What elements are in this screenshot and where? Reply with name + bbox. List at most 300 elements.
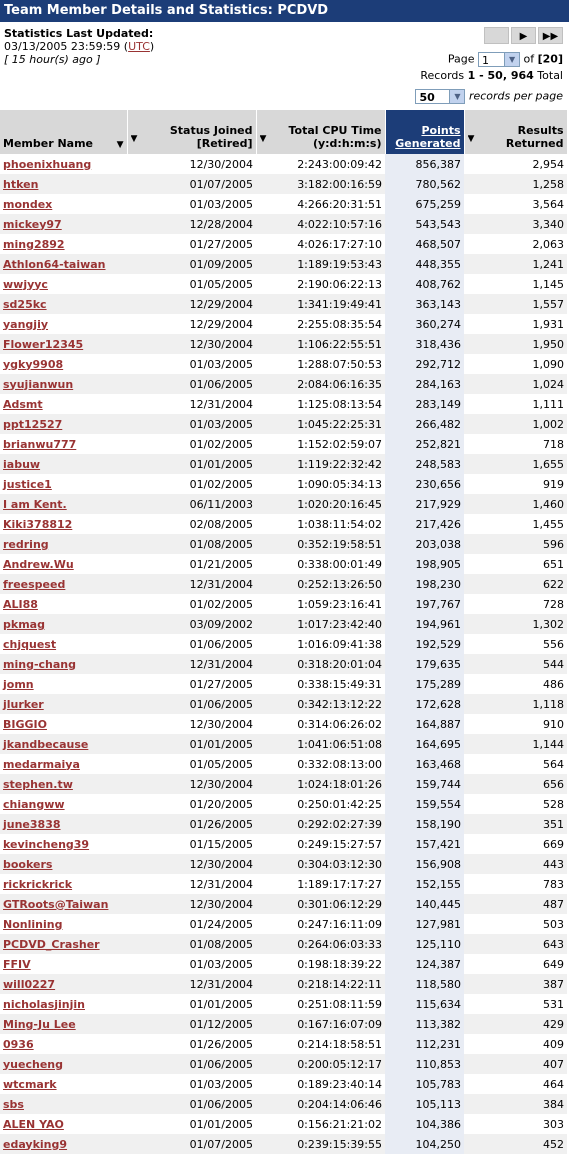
joined-date-cell: 01/07/2005 bbox=[127, 174, 256, 194]
cpu-time-cell: 4:022:10:57:16 bbox=[256, 214, 385, 234]
points-cell: 284,163 bbox=[385, 374, 464, 394]
table-row bbox=[0, 874, 567, 894]
table-row bbox=[0, 734, 567, 754]
joined-date-cell: 01/27/2005 bbox=[127, 674, 256, 694]
joined-date-cell: 12/30/2004 bbox=[127, 774, 256, 794]
member-link[interactable]: 0936 bbox=[3, 1037, 34, 1051]
cpu-time-cell: 4:026:17:27:10 bbox=[256, 234, 385, 254]
sort-down-icon[interactable]: ▼ bbox=[116, 140, 124, 150]
cpu-time-cell: 1:038:11:54:02 bbox=[256, 514, 385, 534]
results-cell: 649 bbox=[464, 954, 567, 974]
next-page-button[interactable]: ▶ bbox=[511, 27, 536, 44]
table-row bbox=[0, 1094, 567, 1114]
member-link[interactable]: nicholasjinjin bbox=[3, 997, 85, 1011]
cpu-time-cell: 2:243:00:09:42 bbox=[256, 154, 385, 174]
member-link[interactable]: chjquest bbox=[3, 637, 57, 651]
results-cell: 3,564 bbox=[464, 194, 567, 214]
member-name-cell bbox=[0, 934, 127, 954]
cpu-time-cell: 0:204:14:06:46 bbox=[256, 1094, 385, 1114]
cpu-time-cell: 0:292:02:27:39 bbox=[256, 814, 385, 834]
member-link[interactable]: ygky9908 bbox=[3, 357, 64, 371]
joined-date-cell: 01/06/2005 bbox=[127, 694, 256, 714]
member-link[interactable]: june3838 bbox=[3, 817, 61, 831]
member-name-cell bbox=[0, 414, 127, 434]
joined-date-cell: 02/08/2005 bbox=[127, 514, 256, 534]
sort-down-icon[interactable]: ▼ bbox=[130, 133, 138, 144]
member-name-cell bbox=[0, 794, 127, 814]
cpu-time-cell: 0:338:00:01:49 bbox=[256, 554, 385, 574]
member-link[interactable]: will0227 bbox=[3, 977, 56, 991]
cpu-time-cell: 2:255:08:35:54 bbox=[256, 314, 385, 334]
member-link[interactable]: ppt12527 bbox=[3, 417, 63, 431]
table-row bbox=[0, 634, 567, 654]
results-cell: 596 bbox=[464, 534, 567, 554]
joined-date-cell: 01/24/2005 bbox=[127, 914, 256, 934]
points-cell: 113,382 bbox=[385, 1014, 464, 1034]
points-cell: 152,155 bbox=[385, 874, 464, 894]
member-name-cell bbox=[0, 834, 127, 854]
cpu-time-cell: 0:252:13:26:50 bbox=[256, 574, 385, 594]
cpu-time-cell: 0:332:08:13:00 bbox=[256, 754, 385, 774]
table-row bbox=[0, 1014, 567, 1034]
member-link[interactable]: Andrew.Wu bbox=[3, 557, 74, 571]
table-row bbox=[0, 474, 567, 494]
results-cell: 1,144 bbox=[464, 734, 567, 754]
cpu-time-cell: 0:314:06:26:02 bbox=[256, 714, 385, 734]
results-cell: 1,024 bbox=[464, 374, 567, 394]
results-cell: 464 bbox=[464, 1074, 567, 1094]
member-link[interactable]: justice1 bbox=[3, 477, 52, 491]
results-cell: 303 bbox=[464, 1114, 567, 1134]
points-cell: 198,905 bbox=[385, 554, 464, 574]
points-cell: 203,038 bbox=[385, 534, 464, 554]
member-name-cell bbox=[0, 674, 127, 694]
joined-date-cell: 12/31/2004 bbox=[127, 874, 256, 894]
cpu-time-cell: 1:152:02:59:07 bbox=[256, 434, 385, 454]
member-name-cell bbox=[0, 454, 127, 474]
col-status-label: Status Joined [Retired] bbox=[169, 124, 253, 150]
member-name-cell bbox=[0, 894, 127, 914]
col-cpu-time[interactable] bbox=[256, 110, 385, 154]
member-name-cell bbox=[0, 534, 127, 554]
member-link[interactable]: yuecheng bbox=[3, 1057, 63, 1071]
member-name-cell bbox=[0, 874, 127, 894]
table-row bbox=[0, 1114, 567, 1134]
table-row bbox=[0, 154, 567, 174]
results-cell: 1,557 bbox=[464, 294, 567, 314]
chevron-down-icon: ▼ bbox=[449, 90, 464, 103]
joined-date-cell: 01/06/2005 bbox=[127, 1054, 256, 1074]
results-cell: 1,950 bbox=[464, 334, 567, 354]
table-row bbox=[0, 374, 567, 394]
table-row bbox=[0, 394, 567, 414]
member-link[interactable]: Kiki378812 bbox=[3, 517, 73, 531]
cpu-time-cell: 0:156:21:21:02 bbox=[256, 1114, 385, 1134]
member-link[interactable]: Ming-Ju Lee bbox=[3, 1017, 76, 1031]
table-header-row bbox=[0, 110, 567, 154]
points-cell: 105,783 bbox=[385, 1074, 464, 1094]
table-row bbox=[0, 814, 567, 834]
member-link[interactable]: mickey97 bbox=[3, 217, 62, 231]
joined-date-cell: 01/15/2005 bbox=[127, 834, 256, 854]
member-link[interactable]: ALI88 bbox=[3, 597, 38, 611]
results-cell: 528 bbox=[464, 794, 567, 814]
results-cell: 718 bbox=[464, 434, 567, 454]
records-info bbox=[420, 69, 563, 82]
cpu-time-cell: 1:189:19:53:43 bbox=[256, 254, 385, 274]
timestamp-text: 03/13/2005 23:59:59 ( bbox=[4, 40, 129, 53]
table-row bbox=[0, 534, 567, 554]
points-cell: 266,482 bbox=[385, 414, 464, 434]
cpu-time-cell: 0:301:06:12:29 bbox=[256, 894, 385, 914]
member-name-cell bbox=[0, 954, 127, 974]
member-link[interactable]: brianwu777 bbox=[3, 437, 77, 451]
table-row bbox=[0, 354, 567, 374]
cpu-time-cell: 0:264:06:03:33 bbox=[256, 934, 385, 954]
member-link[interactable]: yangjiy bbox=[3, 317, 49, 331]
table-row bbox=[0, 554, 567, 574]
member-link[interactable]: bookers bbox=[3, 857, 53, 871]
member-name-cell bbox=[0, 474, 127, 494]
sort-down-icon[interactable]: ▼ bbox=[467, 133, 475, 144]
member-name-cell bbox=[0, 294, 127, 314]
results-cell: 1,455 bbox=[464, 514, 567, 534]
member-name-cell bbox=[0, 154, 127, 174]
results-cell: 387 bbox=[464, 974, 567, 994]
points-cell: 163,468 bbox=[385, 754, 464, 774]
timestamp-close: ) bbox=[149, 40, 155, 53]
joined-date-cell: 01/06/2005 bbox=[127, 1094, 256, 1114]
table-row bbox=[0, 974, 567, 994]
cpu-time-cell: 1:090:05:34:13 bbox=[256, 474, 385, 494]
member-name-cell bbox=[0, 654, 127, 674]
member-link[interactable]: kevincheng39 bbox=[3, 837, 90, 851]
points-cell: 448,355 bbox=[385, 254, 464, 274]
joined-date-cell: 12/30/2004 bbox=[127, 154, 256, 174]
results-cell: 1,302 bbox=[464, 614, 567, 634]
results-cell: 1,655 bbox=[464, 454, 567, 474]
points-cell: 780,562 bbox=[385, 174, 464, 194]
col-member-name-label: Member Name bbox=[3, 137, 94, 150]
table-row bbox=[0, 414, 567, 434]
joined-date-cell: 01/05/2005 bbox=[127, 274, 256, 294]
results-cell: 452 bbox=[464, 1134, 567, 1154]
member-name-cell bbox=[0, 714, 127, 734]
joined-date-cell: 01/21/2005 bbox=[127, 554, 256, 574]
page-select[interactable] bbox=[478, 52, 520, 67]
joined-date-cell: 01/03/2005 bbox=[127, 1074, 256, 1094]
results-cell: 783 bbox=[464, 874, 567, 894]
joined-date-cell: 01/02/2005 bbox=[127, 434, 256, 454]
member-name-cell bbox=[0, 374, 127, 394]
member-link[interactable]: freespeed bbox=[3, 577, 66, 591]
member-link[interactable]: medarmaiya bbox=[3, 757, 80, 771]
results-cell: 351 bbox=[464, 814, 567, 834]
member-name-cell bbox=[0, 1094, 127, 1114]
member-link[interactable]: sbs bbox=[3, 1097, 24, 1111]
member-name-cell bbox=[0, 774, 127, 794]
cpu-time-cell: 1:059:23:16:41 bbox=[256, 594, 385, 614]
table-row bbox=[0, 1074, 567, 1094]
member-link[interactable]: syujianwun bbox=[3, 377, 74, 391]
results-cell: 503 bbox=[464, 914, 567, 934]
table-row bbox=[0, 774, 567, 794]
results-cell: 656 bbox=[464, 774, 567, 794]
points-cell: 194,961 bbox=[385, 614, 464, 634]
points-cell: 217,426 bbox=[385, 514, 464, 534]
points-cell: 252,821 bbox=[385, 434, 464, 454]
member-name-cell bbox=[0, 594, 127, 614]
cpu-time-cell: 0:189:23:40:14 bbox=[256, 1074, 385, 1094]
points-cell: 283,149 bbox=[385, 394, 464, 414]
last-page-button[interactable]: ▶▶ bbox=[538, 27, 563, 44]
member-link[interactable]: jkandbecause bbox=[3, 737, 89, 751]
results-cell: 1,241 bbox=[464, 254, 567, 274]
cpu-time-cell: 1:017:23:42:40 bbox=[256, 614, 385, 634]
member-link[interactable]: stephen.tw bbox=[3, 777, 73, 791]
cpu-time-cell: 1:189:17:17:27 bbox=[256, 874, 385, 894]
member-link[interactable]: Athlon64-taiwan bbox=[3, 257, 106, 271]
member-name-cell bbox=[0, 1134, 127, 1154]
cpu-time-cell: 0:214:18:58:51 bbox=[256, 1034, 385, 1054]
cpu-time-cell: 1:125:08:13:54 bbox=[256, 394, 385, 414]
cpu-time-cell: 2:190:06:22:13 bbox=[256, 274, 385, 294]
member-link[interactable]: Flower12345 bbox=[3, 337, 84, 351]
member-name-cell bbox=[0, 434, 127, 454]
cpu-time-cell: 1:341:19:49:41 bbox=[256, 294, 385, 314]
member-name-cell bbox=[0, 1114, 127, 1134]
info-panel bbox=[0, 22, 569, 110]
per-page-select[interactable] bbox=[415, 89, 465, 104]
table-row bbox=[0, 274, 567, 294]
points-cell: 172,628 bbox=[385, 694, 464, 714]
table-row bbox=[0, 654, 567, 674]
member-link[interactable]: ALEN YAO bbox=[3, 1117, 64, 1131]
results-cell: 487 bbox=[464, 894, 567, 914]
joined-date-cell: 01/01/2005 bbox=[127, 1114, 256, 1134]
cpu-time-cell: 1:041:06:51:08 bbox=[256, 734, 385, 754]
points-cell: 318,436 bbox=[385, 334, 464, 354]
member-link[interactable]: wwjyyc bbox=[3, 277, 48, 291]
member-link[interactable]: rickrickrick bbox=[3, 877, 73, 891]
points-cell: 217,929 bbox=[385, 494, 464, 514]
table-row bbox=[0, 514, 567, 534]
table-row bbox=[0, 494, 567, 514]
member-link[interactable]: phoenixhuang bbox=[3, 157, 92, 171]
cpu-time-cell: 0:352:19:58:51 bbox=[256, 534, 385, 554]
joined-date-cell: 12/31/2004 bbox=[127, 654, 256, 674]
table-row bbox=[0, 914, 567, 934]
joined-date-cell: 12/30/2004 bbox=[127, 854, 256, 874]
member-link[interactable]: PCDVD_Crasher bbox=[3, 937, 100, 951]
table-row bbox=[0, 574, 567, 594]
joined-date-cell: 01/27/2005 bbox=[127, 234, 256, 254]
joined-date-cell: 01/09/2005 bbox=[127, 254, 256, 274]
points-cell: 360,274 bbox=[385, 314, 464, 334]
points-cell: 192,529 bbox=[385, 634, 464, 654]
member-link[interactable]: sd25kc bbox=[3, 297, 47, 311]
joined-date-cell: 01/07/2005 bbox=[127, 1134, 256, 1154]
joined-date-cell: 01/26/2005 bbox=[127, 814, 256, 834]
table-row bbox=[0, 434, 567, 454]
joined-date-cell: 12/31/2004 bbox=[127, 574, 256, 594]
results-cell: 3,340 bbox=[464, 214, 567, 234]
member-link[interactable]: jomn bbox=[3, 677, 34, 691]
page-total: [20] bbox=[537, 52, 563, 66]
points-cell: 127,981 bbox=[385, 914, 464, 934]
joined-date-cell: 01/03/2005 bbox=[127, 414, 256, 434]
cpu-time-cell: 0:249:15:27:57 bbox=[256, 834, 385, 854]
member-link[interactable]: iabuw bbox=[3, 457, 41, 471]
member-link[interactable]: ming-chang bbox=[3, 657, 76, 671]
points-cell: 105,113 bbox=[385, 1094, 464, 1114]
sort-down-icon[interactable]: ▼ bbox=[259, 133, 267, 144]
joined-date-cell: 01/01/2005 bbox=[127, 994, 256, 1014]
cpu-time-cell: 0:251:08:11:59 bbox=[256, 994, 385, 1014]
member-link[interactable]: wtcmark bbox=[3, 1077, 57, 1091]
cpu-time-cell: 1:024:18:01:26 bbox=[256, 774, 385, 794]
member-name-cell bbox=[0, 394, 127, 414]
member-link[interactable]: mondex bbox=[3, 197, 53, 211]
results-cell: 919 bbox=[464, 474, 567, 494]
joined-date-cell: 01/01/2005 bbox=[127, 734, 256, 754]
results-cell: 429 bbox=[464, 1014, 567, 1034]
points-cell: 179,635 bbox=[385, 654, 464, 674]
joined-date-cell: 01/20/2005 bbox=[127, 794, 256, 814]
member-link[interactable]: jlurker bbox=[3, 697, 44, 711]
page-selector bbox=[448, 52, 563, 67]
table-row bbox=[0, 714, 567, 734]
col-results-label: Results Returned bbox=[505, 124, 564, 150]
member-name-cell bbox=[0, 634, 127, 654]
joined-date-cell: 01/08/2005 bbox=[127, 934, 256, 954]
member-name-cell bbox=[0, 994, 127, 1014]
points-cell: 198,230 bbox=[385, 574, 464, 594]
points-cell: 164,887 bbox=[385, 714, 464, 734]
cpu-time-cell: 1:020:20:16:45 bbox=[256, 494, 385, 514]
cpu-time-cell: 0:200:05:12:17 bbox=[256, 1054, 385, 1074]
joined-date-cell: 01/02/2005 bbox=[127, 474, 256, 494]
page-select-value: 1 bbox=[482, 54, 490, 67]
col-status-joined[interactable] bbox=[127, 110, 256, 154]
cpu-time-cell: 4:266:20:31:51 bbox=[256, 194, 385, 214]
joined-date-cell: 01/26/2005 bbox=[127, 1034, 256, 1054]
points-cell: 363,143 bbox=[385, 294, 464, 314]
member-link[interactable]: Adsmt bbox=[3, 397, 43, 411]
member-name-cell bbox=[0, 194, 127, 214]
table-row bbox=[0, 934, 567, 954]
member-name-cell bbox=[0, 274, 127, 294]
joined-date-cell: 01/05/2005 bbox=[127, 754, 256, 774]
last-updated bbox=[4, 27, 154, 66]
results-cell: 1,090 bbox=[464, 354, 567, 374]
member-link[interactable]: Nonlining bbox=[3, 917, 63, 931]
records-label: Records bbox=[420, 69, 465, 82]
member-table bbox=[0, 110, 568, 1154]
member-name-cell bbox=[0, 1014, 127, 1034]
joined-date-cell: 12/31/2004 bbox=[127, 394, 256, 414]
cpu-time-cell: 1:045:22:25:31 bbox=[256, 414, 385, 434]
points-cell: 115,634 bbox=[385, 994, 464, 1014]
results-cell: 1,258 bbox=[464, 174, 567, 194]
table-row bbox=[0, 834, 567, 854]
cpu-time-cell: 0:218:14:22:11 bbox=[256, 974, 385, 994]
col-cpu-label: Total CPU Time (y:d:h:m:s) bbox=[288, 124, 382, 150]
joined-date-cell: 12/29/2004 bbox=[127, 294, 256, 314]
results-cell: 1,145 bbox=[464, 274, 567, 294]
member-link[interactable]: pkmag bbox=[3, 617, 45, 631]
page-title: Team Member Details and Statistics: PCDVD bbox=[0, 0, 569, 22]
joined-date-cell: 12/28/2004 bbox=[127, 214, 256, 234]
cpu-time-cell: 0:338:15:49:31 bbox=[256, 674, 385, 694]
results-cell: 1,002 bbox=[464, 414, 567, 434]
col-results-returned[interactable] bbox=[464, 110, 567, 154]
table-row bbox=[0, 1134, 567, 1154]
results-cell: 2,954 bbox=[464, 154, 567, 174]
table-row bbox=[0, 694, 567, 714]
member-link[interactable]: BIGGIO bbox=[3, 717, 47, 731]
member-name-cell bbox=[0, 254, 127, 274]
col-member-name[interactable] bbox=[0, 110, 127, 154]
points-cell: 159,554 bbox=[385, 794, 464, 814]
joined-date-cell: 12/30/2004 bbox=[127, 714, 256, 734]
cpu-time-cell: 0:198:18:39:22 bbox=[256, 954, 385, 974]
results-cell: 643 bbox=[464, 934, 567, 954]
table-row bbox=[0, 794, 567, 814]
results-cell: 2,063 bbox=[464, 234, 567, 254]
points-cell: 158,190 bbox=[385, 814, 464, 834]
member-name-cell bbox=[0, 334, 127, 354]
table-row bbox=[0, 294, 567, 314]
points-cell: 140,445 bbox=[385, 894, 464, 914]
results-cell: 407 bbox=[464, 1054, 567, 1074]
results-cell: 669 bbox=[464, 834, 567, 854]
member-name-cell bbox=[0, 214, 127, 234]
results-cell: 556 bbox=[464, 634, 567, 654]
results-cell: 910 bbox=[464, 714, 567, 734]
results-cell: 1,931 bbox=[464, 314, 567, 334]
cpu-time-cell: 0:167:16:07:09 bbox=[256, 1014, 385, 1034]
points-cell: 104,386 bbox=[385, 1114, 464, 1134]
member-link[interactable]: ming2892 bbox=[3, 237, 65, 251]
member-link[interactable]: FFIV bbox=[3, 957, 31, 971]
points-cell: 112,231 bbox=[385, 1034, 464, 1054]
points-cell: 856,387 bbox=[385, 154, 464, 174]
col-points-label[interactable]: Points Generated bbox=[395, 124, 461, 150]
joined-date-cell: 01/02/2005 bbox=[127, 594, 256, 614]
last-updated-label: Statistics Last Updated: bbox=[4, 27, 154, 40]
results-cell: 486 bbox=[464, 674, 567, 694]
cpu-time-cell: 0:250:01:42:25 bbox=[256, 794, 385, 814]
points-cell: 157,421 bbox=[385, 834, 464, 854]
member-name-cell bbox=[0, 614, 127, 634]
table-row bbox=[0, 1034, 567, 1054]
member-link[interactable]: GTRoots@Taiwan bbox=[3, 897, 109, 911]
points-cell: 468,507 bbox=[385, 234, 464, 254]
table-row bbox=[0, 174, 567, 194]
member-link[interactable]: edayking9 bbox=[3, 1137, 68, 1151]
member-link[interactable]: chiangww bbox=[3, 797, 65, 811]
member-name-cell bbox=[0, 1034, 127, 1054]
per-page-selector bbox=[415, 89, 563, 104]
utc-link[interactable]: UTC bbox=[128, 40, 150, 53]
member-name-cell bbox=[0, 174, 127, 194]
member-link[interactable]: redring bbox=[3, 537, 49, 551]
member-link[interactable]: htken bbox=[3, 177, 39, 191]
prev-page-button[interactable]: ◀ bbox=[484, 27, 509, 44]
col-points-generated[interactable] bbox=[385, 110, 464, 154]
member-link[interactable]: I am Kent. bbox=[3, 497, 67, 511]
